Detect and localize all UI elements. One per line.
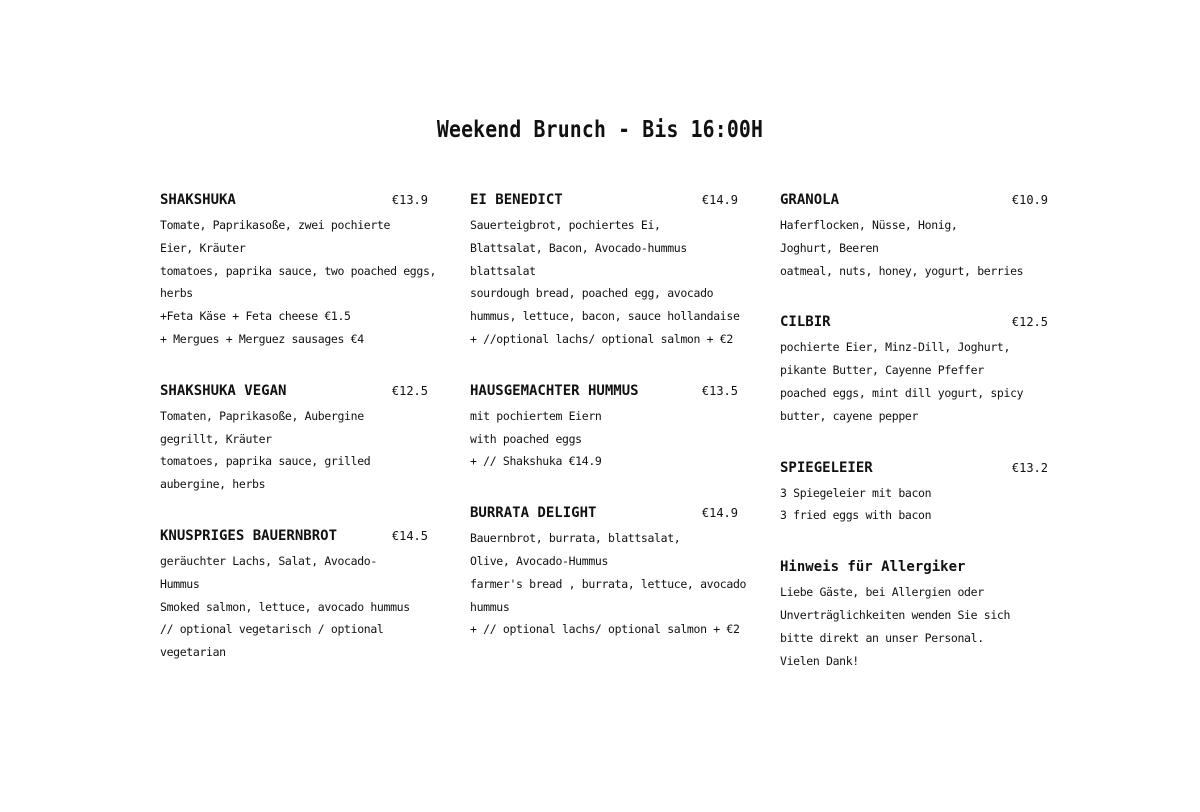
description-line: hummus, lettuce, bacon, sauce hollandaise [470,309,740,324]
dish-header [780,188,1055,212]
menu-column-right [780,188,1090,700]
description-line: hummus [470,599,510,614]
description-line: poached eggs, mint dill yogurt, spicy [780,385,1024,400]
description-line: Blattsalat, Bacon, Avocado-hummus [470,240,687,255]
description-line: mit pochiertem Eiern [470,408,602,423]
description-line: Hummus [160,576,200,591]
dish-description [470,214,745,351]
description-line: Olive, Avocado-Hummus [470,553,609,568]
description-line: + // optional lachs/ optional salmon + €2 [470,622,740,637]
dish-name: GRANOLA [780,192,840,208]
description-line: Bauernbrot, burrata, blattsalat, [470,531,681,546]
note-header [780,555,1055,579]
dish-name: KNUSPRIGES BAUERNBROT [160,527,338,544]
description-line: with poached eggs [470,431,582,446]
dish-spiegeleier [780,456,1055,528]
description-line: gegrillt, Kräuter [160,431,272,446]
dish-name: SPIEGELEIER [780,459,873,476]
dish-granola [780,188,1055,282]
allergy-note [780,555,1055,672]
dish-description [780,214,1055,282]
dish-price: €10.9 [1011,193,1048,207]
description-line: +Feta Käse + Feta cheese €1.5 [160,309,351,324]
description-line: farmer's bread , burrata, lettuce, avocado [470,576,747,591]
dish-name: SHAKSHUKA VEGAN [160,382,287,399]
description-line: // optional vegetarisch / optional [160,622,384,637]
description-line: + //optional lachs/ optional salmon + €2 [470,331,733,346]
description-line: sourdough bread, poached egg, avocado [470,286,714,301]
dish-price: €12.5 [391,383,428,398]
description-line: vegetarian [160,645,226,660]
menu-column-left [160,188,470,700]
dish-name: HAUSGEMACHTER HUMMUS [470,382,639,399]
dish-price: €14.5 [391,528,428,543]
dish-description [160,214,435,351]
dish-name: SHAKSHUKA [160,192,236,208]
dish-price: €13.5 [701,383,738,398]
dish-price: €13.2 [1011,460,1048,475]
description-line: Haferflocken, Nüsse, Honig, [780,218,958,232]
description-line: geräuchter Lachs, Salat, Avocado- [160,553,377,568]
dish-shakshuka [160,188,435,351]
dish-price: €12.5 [1011,315,1048,330]
description-line: Joghurt, Beeren [780,240,879,255]
description-line: Eier, Kräuter [160,240,246,255]
dish-header [780,310,1055,334]
dish-name: CILBIR [780,314,831,331]
description-line: Tomaten, Paprikasoße, Aubergine [160,408,364,423]
dish-header [470,379,745,403]
dish-header [470,188,745,212]
dish-description [160,405,435,496]
note-line: bitte direkt an unser Personal. [780,630,984,645]
description-line: 3 fried eggs with bacon [780,508,932,523]
dish-cilbir [780,310,1055,427]
dish-description [780,482,1055,528]
description-line: herbs [160,286,193,301]
dish-header [160,188,435,212]
dish-ei-benedict [470,188,745,351]
description-line: tomatoes, paprika sauce, two poached eggs, [160,263,437,278]
menu-column-middle [470,188,780,700]
dish-name: EI BENEDICT [470,192,563,208]
description-line: pikante Butter, Cayenne Pfeffer [780,363,984,378]
dish-header [160,524,435,548]
description-line: pochierte Eier, Minz-Dill, Joghurt, [780,340,1011,355]
dish-price: €14.9 [701,193,738,207]
dish-description [470,405,745,473]
note-line: Liebe Gäste, bei Allergien oder [780,585,984,600]
note-line: Vielen Dank! [780,653,859,668]
description-line: blattsalat [470,263,536,278]
description-line: Tomate, Paprikasoße, zwei pochierte [160,218,391,232]
dish-name: BURRATA DELIGHT [470,505,597,522]
dish-description [160,550,435,664]
description-line: aubergine, herbs [160,477,266,492]
allergy-note-text [780,581,1055,672]
dish-header [780,456,1055,480]
description-line: butter, cayene pepper [780,408,919,423]
description-line: + Mergues + Merguez sausages €4 [160,331,364,346]
dish-price: €14.9 [701,506,738,521]
dish-knuspriges-bauernbrot [160,524,435,664]
description-line: oatmeal, nuts, honey, yogurt, berries [780,263,1024,278]
description-line: Sauerteigbrot, pochiertes Ei, [470,218,661,232]
menu-columns [160,188,1060,700]
description-line: + // Shakshuka €14.9 [470,454,602,469]
dish-description [470,527,745,641]
dish-header [470,501,745,525]
dish-price: €13.9 [391,193,428,207]
description-line: tomatoes, paprika sauce, grilled [160,454,371,469]
menu-title: Weekend Brunch - Bis 16:00H [436,117,764,143]
dish-description [780,336,1055,427]
dish-shakshuka-vegan [160,379,435,496]
dish-header [160,379,435,403]
note-line: Unverträglichkeiten wenden Sie sich [780,607,1011,622]
dish-burrata-delight [470,501,745,641]
allergy-note-title: Hinweis für Allergiker [780,559,966,576]
description-line: Smoked salmon, lettuce, avocado hummus [160,599,410,614]
dish-hausgemachter-hummus [470,379,745,473]
description-line: 3 Spiegeleier mit bacon [780,485,932,500]
